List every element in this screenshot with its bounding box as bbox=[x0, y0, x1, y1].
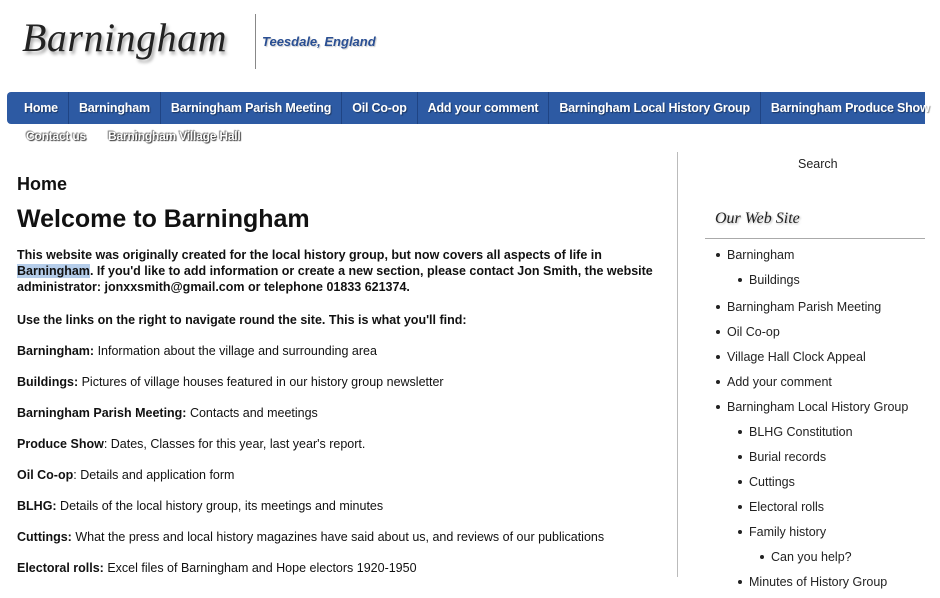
intro-paragraph bbox=[17, 247, 657, 295]
entry-label: Buildings: bbox=[17, 375, 79, 389]
welcome-heading: Welcome to Barningham bbox=[17, 205, 310, 233]
entry-text: : Dates, Classes for this year, last year's report. bbox=[103, 437, 366, 451]
entry-label: Barningham Parish Meeting: bbox=[17, 406, 187, 420]
site-title[interactable]: Barningham bbox=[22, 15, 227, 60]
sub-nav bbox=[26, 129, 241, 143]
sidebar-divider bbox=[677, 152, 678, 577]
intro-text-start: This website was originally created for the local history group, but now covers all aspects of life in bbox=[17, 248, 602, 262]
nav-item-local-history-group[interactable]: Barningham Local History Group bbox=[549, 92, 761, 124]
entry-text: What the press and local history magazines have said about us, and reviews of our publications bbox=[71, 530, 605, 544]
sidebar-item-add-comment[interactable]: Add your comment bbox=[705, 373, 925, 398]
entry-label: BLHG: bbox=[17, 499, 57, 513]
sidebar-item-minutes[interactable]: Minutes of History Group bbox=[705, 573, 925, 598]
entry-text: Excel files of Barningham and Hope electors 1920-1950 bbox=[103, 561, 417, 575]
entry-text: : Details and application form bbox=[73, 468, 235, 482]
entry-label: Electoral rolls: bbox=[17, 561, 104, 575]
sidebar-item-clock-appeal[interactable]: Village Hall Clock Appeal bbox=[705, 348, 925, 373]
intro-highlighted-word: Barningham bbox=[17, 264, 90, 278]
list-item bbox=[17, 343, 657, 359]
entry-text: Pictures of village houses featured in our history group newsletter bbox=[78, 375, 444, 389]
sidebar-item-family-history[interactable]: Family history bbox=[705, 523, 925, 548]
list-item bbox=[17, 374, 657, 390]
list-item bbox=[17, 498, 657, 514]
main-nav bbox=[7, 92, 930, 124]
list-item bbox=[17, 436, 657, 452]
nav-item-village-hall[interactable]: Barningham Village Hall bbox=[108, 129, 241, 143]
nav-item-oil-co-op[interactable]: Oil Co-op bbox=[342, 92, 417, 124]
search-label[interactable]: Search bbox=[798, 157, 838, 171]
sidebar-item-electoral-rolls[interactable]: Electoral rolls bbox=[705, 498, 925, 523]
nav-item-home[interactable]: Home bbox=[7, 92, 69, 124]
sidebar-title: Our Web Site bbox=[715, 210, 800, 227]
sidebar-nav bbox=[705, 246, 925, 598]
nav-item-barningham[interactable]: Barningham bbox=[69, 92, 161, 124]
nav-item-parish-meeting[interactable]: Barningham Parish Meeting bbox=[161, 92, 342, 124]
header-divider bbox=[255, 14, 256, 69]
sidebar-item-local-history-group[interactable]: Barningham Local History Group bbox=[705, 398, 925, 423]
entry-label: Barningham: bbox=[17, 344, 95, 358]
navigation-instructions: Use the links on the right to navigate round the site. This is what you'll find: bbox=[17, 313, 467, 327]
sidebar-rule bbox=[705, 238, 925, 239]
site-tagline: Teesdale, England bbox=[262, 34, 376, 49]
entry-label: Produce Show bbox=[17, 437, 104, 451]
entry-text: Information about the village and surrounding area bbox=[94, 344, 377, 358]
sidebar-item-oil-co-op[interactable]: Oil Co-op bbox=[705, 323, 925, 348]
intro-text-end: . If you'd like to add information or create a new section, please contact Jon Smith, the website administrator: jonxxsmith@gmail.com or telephone 01833 621374. bbox=[17, 264, 653, 294]
entry-text: Details of the local history group, its meetings and minutes bbox=[56, 499, 384, 513]
entry-label: Oil Co-op bbox=[17, 468, 74, 482]
nav-item-contact-us[interactable]: Contact us bbox=[26, 129, 87, 143]
sidebar-item-barningham[interactable]: Barningham bbox=[705, 246, 925, 271]
list-item bbox=[17, 529, 657, 545]
sidebar-item-burial-records[interactable]: Burial records bbox=[705, 448, 925, 473]
page-heading: Home bbox=[17, 174, 68, 194]
sidebar-item-parish-meeting[interactable]: Barningham Parish Meeting bbox=[705, 298, 925, 323]
sidebar-item-can-you-help[interactable]: Can you help? bbox=[705, 548, 925, 573]
nav-item-produce-show[interactable]: Barningham Produce Show bbox=[770, 101, 930, 115]
entry-text: Contacts and meetings bbox=[186, 406, 318, 420]
list-item bbox=[17, 560, 657, 576]
main-content bbox=[17, 168, 657, 576]
list-item bbox=[17, 467, 657, 483]
list-item bbox=[17, 405, 657, 421]
sidebar-item-cuttings[interactable]: Cuttings bbox=[705, 473, 925, 498]
sidebar-item-buildings[interactable]: Buildings bbox=[705, 271, 925, 298]
sidebar-item-blhg-constitution[interactable]: BLHG Constitution bbox=[705, 423, 925, 448]
nav-item-add-comment[interactable]: Add your comment bbox=[418, 92, 550, 124]
entry-label: Cuttings: bbox=[17, 530, 72, 544]
